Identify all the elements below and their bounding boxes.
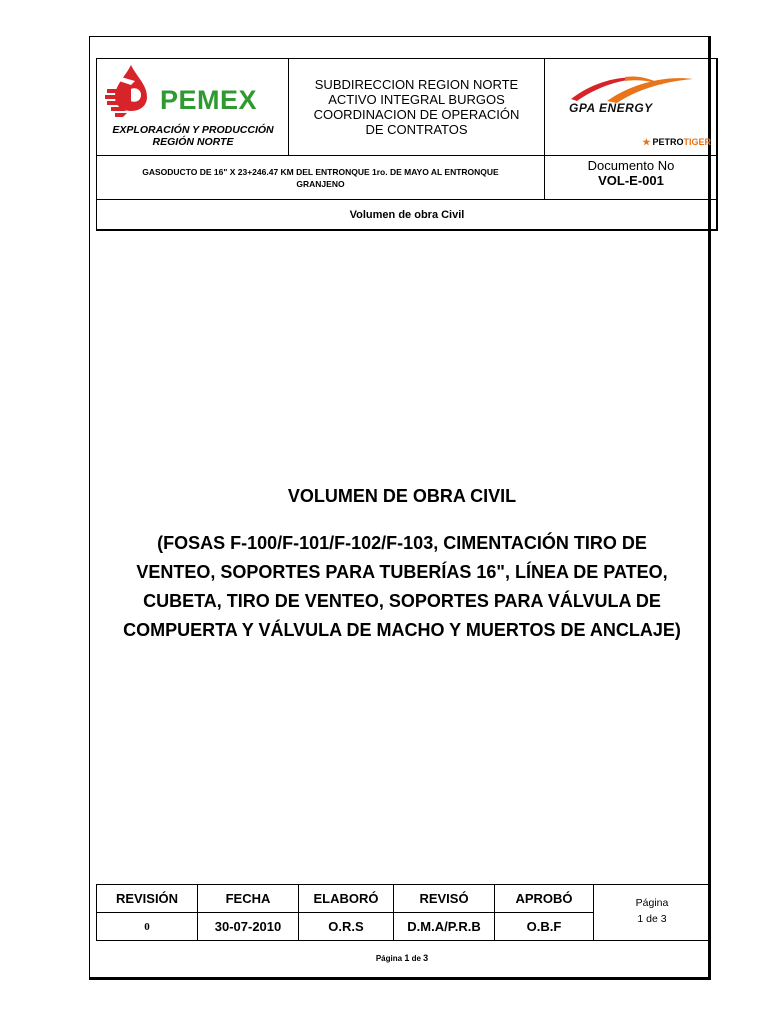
petro-text: PETRO (652, 137, 684, 147)
main-title: VOLUMEN DE OBRA CIVIL (287, 486, 517, 506)
office-cell (289, 59, 545, 156)
footer-sep: de (411, 954, 421, 963)
header-approved: APROBÓ (495, 885, 594, 913)
page-cell (594, 885, 711, 941)
office-line: ACTIVO INTEGRAL BURGOS (328, 92, 505, 107)
project-title: GASODUCTO DE 16" X 23+246.47 KM DEL ENTRONQUE 1ro. DE MAYO AL ENTRONQUE GRANJENO (97, 156, 545, 200)
cell-revision: 0 (97, 913, 198, 941)
document-number-label: Documento No (587, 158, 675, 173)
footer-current-page: 1 (404, 953, 410, 963)
document-number: VOL-E-001 (598, 173, 664, 188)
title-block (92, 486, 712, 645)
gpa-energy-wordmark: GPA ENERGY (569, 101, 653, 115)
header-reviewed: REVISÓ (394, 885, 495, 913)
office-line: SUBDIRECCION REGION NORTE (314, 77, 519, 92)
description-line: VENTEO, SOPORTES PARA TUBERÍAS 16", LÍNEA DE PATEO, (136, 562, 668, 582)
document-number-cell (545, 156, 717, 200)
pemex-logo-cell (97, 59, 289, 156)
pemex-wordmark: PEMEX (160, 85, 258, 115)
star-icon: ★ (642, 137, 651, 147)
revision-table (96, 884, 711, 941)
page-value: 1 de 3 (637, 913, 667, 925)
page-footer (92, 953, 712, 963)
description-line: CUBETA, TIRO DE VENTEO, SOPORTES PARA VÁLVULA DE (143, 591, 661, 611)
gpa-swoosh-icon (567, 73, 697, 103)
description-line: COMPUERTA Y VÁLVULA DE MACHO Y MUERTOS DE ANCLAJE) (123, 620, 681, 640)
document-subject: Volumen de obra Civil (349, 209, 465, 221)
header-prepared: ELABORÓ (299, 885, 394, 913)
pemex-eagle-icon (101, 63, 161, 123)
cell-date: 30-07-2010 (198, 913, 299, 941)
office-line: DE CONTRATOS (365, 122, 468, 137)
footer-label: Página (375, 954, 403, 963)
header-date: FECHA (198, 885, 299, 913)
description (92, 529, 712, 645)
pemex-subtitle-line-2: REGIÓN NORTE (152, 136, 234, 148)
description-line: (FOSAS F-100/F-101/F-102/F-103, CIMENTACIÓN TIRO DE (157, 533, 647, 553)
page-label: Página (635, 897, 669, 909)
gpa-logo-cell (545, 59, 717, 156)
tiger-text: TIGER (683, 137, 711, 147)
footer-total-pages: 3 (423, 953, 429, 963)
table-header-row (97, 885, 711, 913)
cell-approved: O.B.F (495, 913, 594, 941)
cell-prepared: O.R.S (299, 913, 394, 941)
cell-reviewed: D.M.A/P.R.B (394, 913, 495, 941)
header-revision: REVISIÓN (97, 885, 198, 913)
office-line: COORDINACION DE OPERACIÓN (313, 107, 520, 122)
document-header (96, 58, 718, 231)
petrotiger-logo (642, 137, 711, 148)
pemex-subtitle-line-1: EXPLORACIÓN Y PRODUCCIÓN (112, 124, 274, 136)
pemex-subtitle (97, 124, 289, 148)
